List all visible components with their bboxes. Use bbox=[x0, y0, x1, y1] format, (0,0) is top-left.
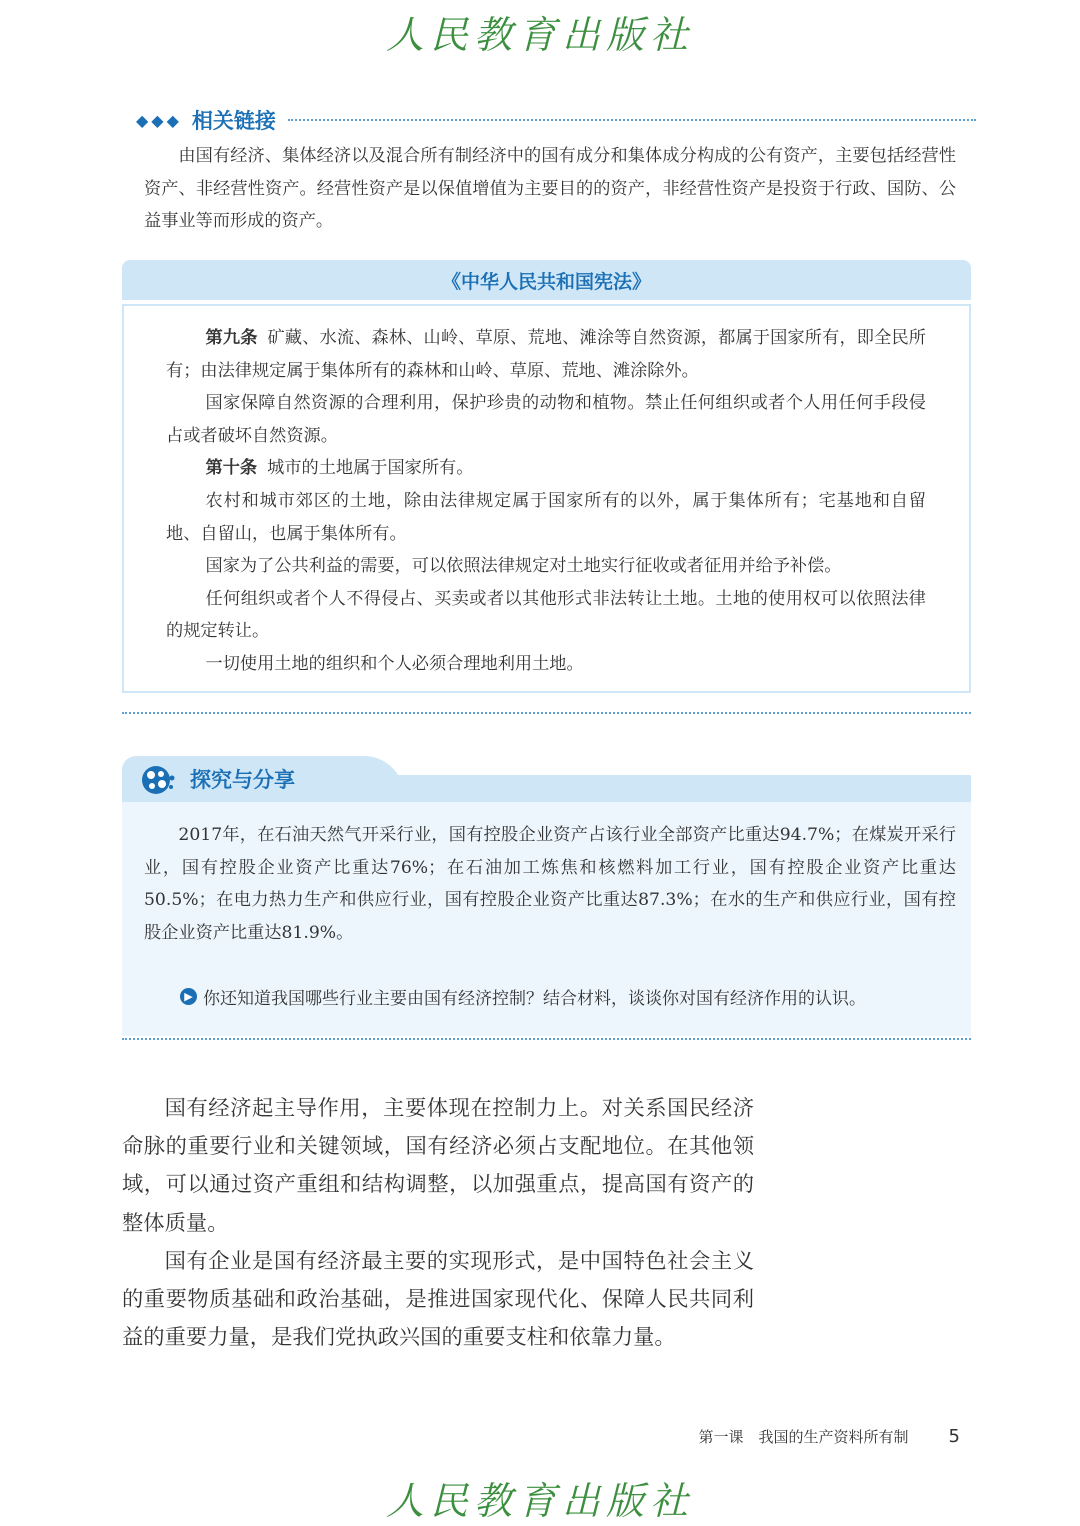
article-10-paragraph-3: 国家为了公共利益的需要，可以依照法律规定对土地实行征收或者征用并给予补偿。 bbox=[205, 556, 842, 577]
explore-header-band bbox=[380, 775, 971, 802]
main-paragraph-1: 国有经济起主导作用，主要体现在控制力上。对关系国民经济命脉的重要行业和关键领域，国有经济必须占支配地位。在其他领域，可以通过资产重组和结构调整，以加强重点，提高国有资产的整体质量。 bbox=[122, 1096, 754, 1236]
related-link-header bbox=[136, 104, 976, 136]
main-text bbox=[122, 1090, 754, 1357]
article-10-paragraph-2: 农村和城市郊区的土地，除由法律规定属于国家所有的以外，属于集体所有；宅基地和自留地、自留山，也属于集体所有。 bbox=[166, 490, 926, 544]
article-9-label: 第九条 bbox=[205, 328, 258, 348]
article-9-paragraph-2: 国家保障自然资源的合理利用，保护珍贵的动物和植物。禁止任何组织或者个人用任何手段侵占或者破坏自然资源。 bbox=[166, 393, 926, 446]
explore-question-text: 你还知道我国哪些行业主要由国有经济控制？结合材料，谈谈你对国有经济作用的认识。 bbox=[203, 989, 866, 1009]
lesson-title: 第一课 我国的生产资料所有制 bbox=[698, 1428, 909, 1446]
dotted-divider bbox=[122, 1038, 971, 1040]
explore-title: 探究与分享 bbox=[190, 768, 295, 792]
related-link-body: 由国有经济、集体经济以及混合所有制经济中的国有成分和集体成分构成的公有资产，主要包括经营性资产、非经营性资产。经营性资产是以保值增值为主要目的的资产，非经营性资产是投资于行政、国防、公益事业等而形成的资产。 bbox=[144, 146, 956, 231]
constitution-body bbox=[166, 322, 926, 681]
related-link-title: 相关链接 bbox=[191, 109, 276, 133]
article-10-paragraph-1: 第十条 城市的土地属于国家所有。 bbox=[205, 458, 474, 479]
article-10-paragraph-5: 一切使用土地的组织和个人必须合理地利用土地。 bbox=[205, 653, 584, 674]
page-footer bbox=[600, 1426, 960, 1447]
page-number: 5 bbox=[948, 1426, 960, 1447]
publisher-logo-bottom: 人民教育出版社 bbox=[385, 1479, 694, 1523]
explore-icon bbox=[140, 762, 176, 798]
play-arrow-icon: ▶ bbox=[180, 988, 197, 1005]
diamond-bullets-icon: ◆◆◆ bbox=[136, 110, 182, 130]
article-10-label: 第十条 bbox=[205, 458, 258, 479]
explore-question bbox=[180, 984, 960, 1009]
constitution-title: 《中华人民共和国宪法》 bbox=[122, 260, 971, 300]
main-paragraph-2: 国有企业是国有经济最主要的实现形式，是中国特色社会主义的重要物质基础和政治基础，是推进国家现代化、保障人民共同利益的重要力量，是我们党执政兴国的重要支柱和依靠力量。 bbox=[122, 1248, 754, 1351]
explore-body: 2017年，在石油天然气开采行业，国有控股企业资产占该行业全部资产比重达94.7%；在煤炭开采行业，国有控股企业资产比重达76%；在石油加工炼焦和核燃料加工行业，国有控股企业资产比重达50.5%；在电力热力生产和供应行业，国有控股企业资产比重达87.3%；在水的生产和供应行业，国有控股企业资产比重达81.9%。 bbox=[144, 825, 956, 943]
dotted-divider bbox=[122, 712, 971, 714]
article-10-paragraph-4: 任何组织或者个人不得侵占、买卖或者以其他形式非法转让土地。土地的使用权可以依照法律的规定转让。 bbox=[166, 588, 926, 642]
dotted-divider bbox=[288, 119, 976, 121]
article-9-paragraph-1: 第九条 矿藏、水流、森林、山岭、草原、荒地、滩涂等自然资源，都属于国家所有，即全民所有；由法律规定属于集体所有的森林和山岭、草原、荒地、滩涂除外。 bbox=[166, 328, 926, 381]
publisher-logo-top: 人民教育出版社 bbox=[385, 13, 694, 57]
